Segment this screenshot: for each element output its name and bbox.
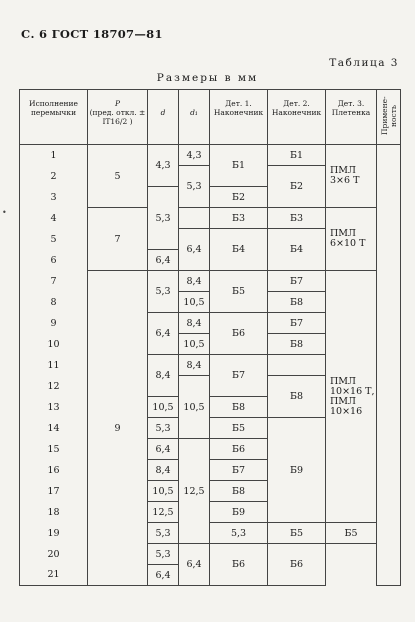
- d-cell: 8,4: [148, 460, 179, 481]
- det2-cell: Б1: [268, 145, 326, 166]
- det1-cell: Б3: [210, 208, 268, 229]
- det1-cell: Б9: [210, 502, 268, 523]
- d1-cell: 8,4: [179, 355, 210, 376]
- det2-cell: Б7: [268, 313, 326, 334]
- row-number: 19: [20, 523, 88, 544]
- det2-cell: Б9: [268, 418, 326, 523]
- col-p: [88, 90, 148, 145]
- d1-cell: 12,5: [179, 439, 210, 544]
- row-number: 14: [20, 418, 88, 439]
- d-cell: 5,3: [148, 523, 179, 544]
- table-label: Таблица 3: [329, 57, 399, 69]
- det1-cell: Б4: [210, 229, 268, 271]
- det1-cell: Б7: [210, 460, 268, 481]
- d1-cell: 10,5: [179, 376, 210, 439]
- row-number: 21: [20, 565, 88, 586]
- det2-cell: Б8: [268, 292, 326, 313]
- det1-cell: Б6: [210, 544, 268, 586]
- row-number: 13: [20, 397, 88, 418]
- row-number: 15: [20, 439, 88, 460]
- d-cell: 10,5: [148, 397, 179, 418]
- col-d: d: [148, 90, 179, 145]
- d-cell: 5,3: [148, 187, 179, 250]
- col-det3: Дет. 3. Плетенка: [326, 90, 377, 145]
- row-number: 20: [20, 544, 88, 565]
- row-number: 1: [20, 145, 88, 166]
- det3-cell: ПМЛ 3×6 Т: [326, 145, 377, 208]
- col-applicability: [377, 90, 401, 145]
- d-cell: 6,4: [148, 565, 179, 586]
- row-number: 11: [20, 355, 88, 376]
- d-cell: 6,4: [148, 439, 179, 460]
- d-cell: 5,3: [148, 418, 179, 439]
- det1-cell: Б2: [210, 187, 268, 208]
- row-number: 7: [20, 271, 88, 292]
- d-cell: 4,3: [148, 145, 179, 187]
- det2-cell: Б4: [268, 229, 326, 271]
- d1-cell: [179, 208, 210, 229]
- row-number: 6: [20, 250, 88, 271]
- applicability-cell: [377, 145, 401, 586]
- page-header: С. 6 ГОСТ 18707—81: [21, 27, 163, 41]
- det2-cell: Б2: [268, 166, 326, 208]
- det2-cell: Б5: [326, 523, 377, 544]
- d1-cell: 8,4: [179, 271, 210, 292]
- row-number: 17: [20, 481, 88, 502]
- row-number: 18: [20, 502, 88, 523]
- col-det2: Дет. 2. Наконечник: [268, 90, 326, 145]
- d-cell: 6,4: [148, 313, 179, 355]
- det2-cell: Б7: [268, 271, 326, 292]
- d1-cell: 6,4: [179, 544, 210, 586]
- d-cell: 12,5: [148, 502, 179, 523]
- table-caption: Размеры в мм: [156, 72, 259, 84]
- det1-cell: Б7: [210, 355, 268, 397]
- det1-cell: Б6: [210, 439, 268, 460]
- d1-cell: 5,3: [210, 523, 268, 544]
- row-number: 4: [20, 208, 88, 229]
- det2-cell: Б8: [268, 334, 326, 355]
- d1-cell: 6,4: [179, 229, 210, 271]
- row-number: 2: [20, 166, 88, 187]
- row-number: 12: [20, 376, 88, 397]
- d1-cell: 10,5: [179, 334, 210, 355]
- col-variant: Исполнение перемычки: [20, 90, 88, 145]
- row-number: 3: [20, 187, 88, 208]
- d1-cell: 10,5: [179, 292, 210, 313]
- det1-cell: Б5: [268, 523, 326, 544]
- d-cell: 10,5: [148, 481, 179, 502]
- d-cell: 5,3: [148, 271, 179, 313]
- p-cell: 5: [88, 145, 148, 208]
- col-det1: Дет. 1. Наконечник: [210, 90, 268, 145]
- det1-cell: Б8: [210, 481, 268, 502]
- det1-cell: Б5: [210, 271, 268, 313]
- d1-cell: 4,3: [179, 145, 210, 166]
- col-d1: d₁: [179, 90, 210, 145]
- d-cell: 6,4: [148, 250, 179, 271]
- d-cell: 8,4: [148, 355, 179, 397]
- det2-cell: Б8: [268, 376, 326, 418]
- d1-cell: 8,4: [179, 313, 210, 334]
- dimensions-table: [19, 89, 401, 586]
- p-symbol: P: [114, 99, 121, 108]
- det3-cell: ПМЛ 10×16 Т, ПМЛ 10×16: [326, 271, 377, 523]
- d1-cell: 5,3: [179, 166, 210, 208]
- row-number: 9: [20, 313, 88, 334]
- det3-cell: ПМЛ 6×10 Т: [326, 208, 377, 271]
- det1-cell: Б5: [210, 418, 268, 439]
- row-number: 16: [20, 460, 88, 481]
- d-cell: 5,3: [148, 544, 179, 565]
- det2-cell: [268, 355, 326, 376]
- det1-cell: Б1: [210, 145, 268, 187]
- row-number: 8: [20, 292, 88, 313]
- p-cell: 7: [88, 208, 148, 271]
- p-tolerance-note: (пред. откл. ± IT16/2 ): [89, 108, 146, 126]
- applicability-label: Примене-ность: [379, 96, 398, 136]
- row-number: 5: [20, 229, 88, 250]
- det1-cell: Б8: [210, 397, 268, 418]
- det2-cell: Б3: [268, 208, 326, 229]
- det1-cell: Б6: [210, 313, 268, 355]
- det2-cell: Б6: [268, 544, 326, 586]
- p-cell: 9: [88, 271, 148, 586]
- row-number: 10: [20, 334, 88, 355]
- margin-mark: •: [2, 208, 7, 217]
